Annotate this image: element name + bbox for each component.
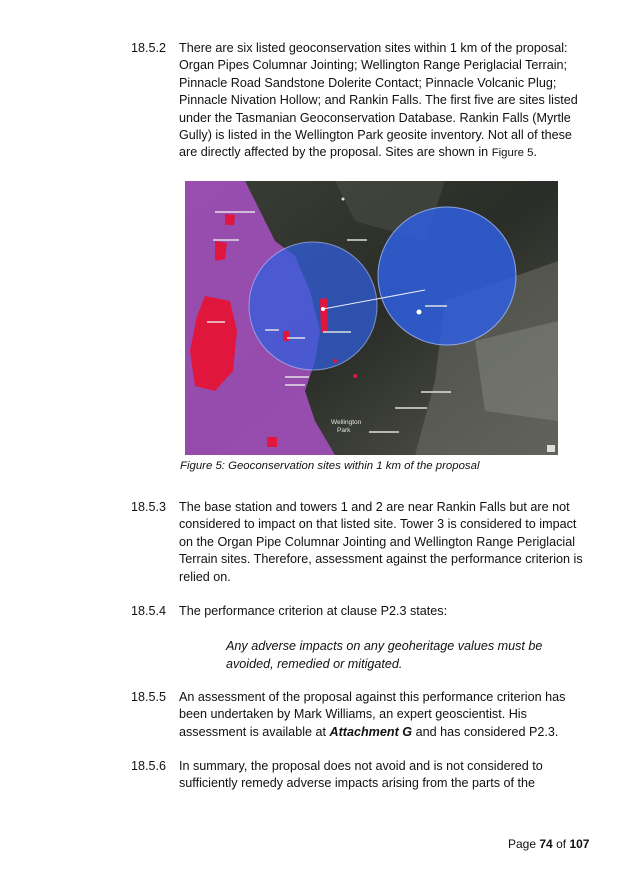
page-number: Page 74 of 107: [508, 837, 590, 851]
text-line: The base station and towers 1 and 2 are near Rankin Falls but are not: [179, 500, 570, 514]
red-site: [320, 298, 328, 333]
map-label: [285, 376, 309, 378]
figure-caption: Figure 5: Geoconservation sites within 1 km of the proposal: [180, 460, 480, 472]
quote-line: Any adverse impacts on any geoheritage values must be: [226, 639, 543, 653]
paragraph-number: 18.5.3: [131, 500, 167, 514]
map-label: [215, 211, 255, 213]
paragraph-number: 18.5.4: [131, 604, 167, 618]
red-site: [267, 437, 277, 447]
map-label: [285, 384, 305, 386]
text-line: relied on.: [179, 569, 231, 584]
text-line: The performance criterion at clause P2.3 states:: [179, 604, 448, 618]
text-line: on the Organ Pipe Columnar Jointing and Wellington Range Periglacial: [179, 534, 576, 549]
text-line: Gully) is listed in the Wellington Park geosite inventory. Not all of these: [179, 128, 572, 143]
tower-marker: [321, 307, 325, 311]
paragraph-number: 18.5.6: [131, 759, 167, 773]
quote-line: avoided, remedied or mitigated.: [226, 657, 403, 671]
text-line: considered to impact on that listed site. Tower 3 is considered to impact: [179, 517, 577, 532]
map-label: [287, 337, 305, 339]
paragraph-number: 18.5.5: [131, 690, 167, 704]
map-label: [265, 329, 279, 331]
site-marker: [342, 198, 345, 201]
red-site: [225, 214, 235, 225]
paragraph-number: 18.5.2: [131, 41, 167, 55]
site-marker: [333, 359, 337, 363]
map-label: [425, 305, 447, 307]
text-line: under the Tasmanian Geoconservation Database. Rankin Falls (Myrtle: [179, 110, 571, 125]
figure-reference-link[interactable]: Figure 5: [491, 147, 534, 160]
map-place-label-2: Park: [337, 427, 351, 434]
map-label: [347, 239, 367, 241]
cursor-marker: [417, 310, 422, 315]
map-label: [421, 391, 451, 393]
text-line: There are six listed geoconservation sites within 1 km of the proposal:: [179, 41, 568, 55]
text-line: Pinnacle Nivation Hollow; and Rankin Falls. The first five are sites listed: [179, 93, 578, 108]
map-label: [395, 407, 427, 409]
map-logo-icon: [547, 445, 555, 452]
text-line: In summary, the proposal does not avoid and is not considered to: [179, 759, 543, 773]
text-line: are directly affected by the proposal. Sites are shown in Figure 5.: [179, 145, 537, 160]
performance-criterion-quote: [226, 637, 586, 673]
map-label: [323, 331, 351, 333]
buffer-circle-west: [249, 242, 377, 370]
map-image: [185, 181, 558, 455]
attachment-reference: Attachment G: [329, 724, 413, 739]
red-site: [283, 331, 289, 341]
buffer-circle-east: [378, 207, 516, 345]
map-label: [213, 239, 239, 241]
text-line: Organ Pipes Columnar Jointing; Wellington Range Periglacial Terrain;: [179, 58, 568, 73]
text-line: Pinnacle Road Sandstone Dolerite Contact; Pinnacle Volcanic Plug;: [179, 75, 557, 90]
geoconservation-map-figure: [185, 181, 558, 455]
map-label: [369, 431, 399, 433]
text-line: assessment is available at Attachment G and has considered P2.3.: [179, 724, 559, 739]
text-line: An assessment of the proposal against this performance criterion has: [179, 690, 566, 704]
map-place-label-1: Wellington: [331, 419, 362, 426]
site-marker: [353, 374, 357, 378]
text-line: Terrain sites. Therefore, assessment against the performance criterion is: [179, 552, 583, 567]
text-line: sufficiently remedy adverse impacts arising from the parts of the: [179, 776, 536, 791]
text-line: been undertaken by Mark Williams, an expert geoscientist. His: [179, 707, 527, 722]
map-label: [207, 321, 225, 323]
